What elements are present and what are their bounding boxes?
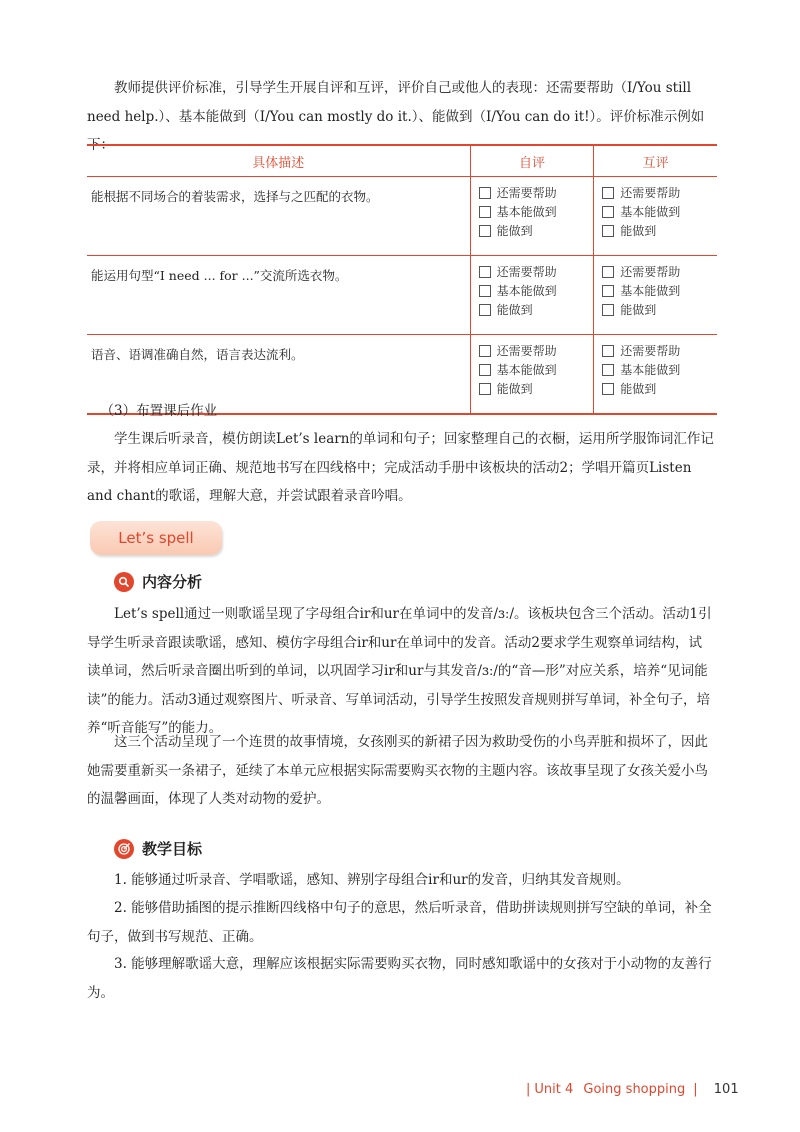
checkbox-icon[interactable]	[602, 285, 614, 297]
checkbox-icon[interactable]	[602, 206, 614, 218]
objective-item-2: 2. 能够借助插图的提示推断四线格中句子的意思，然后听录音，借助拼读规则拼写空缺的单词，补全句子，做到书写规范、正确。	[87, 900, 712, 945]
checkbox-option[interactable]	[602, 202, 717, 221]
checkbox-option[interactable]	[479, 281, 594, 300]
checkbox-option[interactable]	[479, 300, 594, 319]
checkbox-icon[interactable]	[479, 206, 491, 218]
checkbox-option[interactable]	[479, 183, 594, 202]
checkbox-icon[interactable]	[602, 364, 614, 376]
peer-eval-cell	[594, 177, 717, 256]
checkbox-icon[interactable]	[479, 225, 491, 237]
objective-item-3: 3. 能够理解歌谣大意，理解应该根据实际需要购买衣物，同时感知歌谣中的女孩对于小动物的友善行为。	[87, 956, 712, 1001]
checkbox-icon[interactable]	[602, 225, 614, 237]
peer-eval-cell	[594, 256, 717, 335]
checkbox-label: 基本能做到	[496, 363, 557, 377]
self-eval-cell	[470, 256, 594, 335]
checkbox-label: 能做到	[496, 382, 533, 396]
checkbox-option[interactable]	[479, 202, 594, 221]
checkbox-icon[interactable]	[479, 364, 491, 376]
content-analysis-p2: 这三个活动呈现了一个连贯的故事情境，女孩刚买的新裙子因为救助受伤的小鸟弄脏和损坏了，因此她需要重新买一条裙子，延续了本单元应根据实际需要购买衣物的主题内容。该故事呈现了女孩关爱小鸟的温馨画面，体现了人类对动物的爱护。	[87, 734, 708, 807]
checkbox-label: 还需要帮助	[496, 265, 557, 279]
checkbox-label: 能做到	[496, 224, 533, 238]
objective-item-1: 1. 能够通过听录音、学唱歌谣，感知、辨别字母组合ir和ur的发音，归纳其发音规则。	[114, 872, 630, 888]
checkbox-icon[interactable]	[602, 304, 614, 316]
lets-spell-label: Let’s spell	[90, 521, 222, 555]
page-footer: | Unit 4 Going shopping | 101	[526, 1082, 739, 1097]
checkbox-label: 还需要帮助	[620, 186, 681, 200]
row-description: 能根据不同场合的着装需求，选择与之匹配的衣物。	[87, 177, 470, 256]
footer-unit: Unit 4	[534, 1082, 574, 1097]
table-row	[87, 177, 717, 256]
self-eval-cell	[470, 177, 594, 256]
checkbox-option[interactable]	[479, 379, 594, 398]
checkbox-option[interactable]	[602, 300, 717, 319]
checkbox-label: 还需要帮助	[620, 344, 681, 358]
table-header-row	[87, 145, 717, 177]
checkbox-option[interactable]	[479, 221, 594, 240]
page-number: 101	[713, 1082, 739, 1097]
footer-title: Going shopping	[583, 1082, 686, 1097]
checkbox-icon[interactable]	[602, 187, 614, 199]
header-self-eval: 自评	[470, 145, 594, 177]
homework-text: 学生课后听录音，模仿朗读Let’s learn的单词和句子；回家整理自己的衣橱，运用所学服饰词汇作记录，并将相应单词正确、规范地书写在四线格中；完成活动手册中该板块的活动2；学唱开篇页Listen and chant的歌谣，理解大意，并尝试跟着录音吟唱。	[87, 431, 714, 504]
table-row	[87, 256, 717, 335]
target-icon	[114, 839, 134, 859]
checkbox-option[interactable]	[602, 281, 717, 300]
checkbox-option[interactable]	[602, 183, 717, 202]
checkbox-label: 能做到	[620, 224, 657, 238]
checkbox-option[interactable]	[602, 379, 717, 398]
checkbox-label: 还需要帮助	[496, 186, 557, 200]
checkbox-icon[interactable]	[479, 187, 491, 199]
checkbox-icon[interactable]	[479, 285, 491, 297]
evaluation-table	[87, 144, 717, 415]
checkbox-option[interactable]	[479, 341, 594, 360]
checkbox-label: 能做到	[496, 303, 533, 317]
content-analysis-p1: Let’s spell通过一则歌谣呈现了字母组合ir和ur在单词中的发音/ɜː/。该板块包含三个活动。活动1引导学生听录音跟读歌谣，感知、模仿字母组合ir和ur在单词中的发音。活动2要求学生观察单词结构，试读单词，然后听录音圈出听到的单词，以巩固学习ir和ur与其发音/ɜː/的“音—形”对应关系，培养“见词能读”的能力。活动3通过观察图片、听录音、写单词活动，引导学生按照发音规则拼写单词，补全句子，培养“听音能写”的能力。	[87, 606, 712, 736]
checkbox-icon[interactable]	[602, 345, 614, 357]
checkbox-label: 还需要帮助	[620, 265, 681, 279]
checkbox-label: 基本能做到	[620, 205, 681, 219]
checkbox-icon[interactable]	[602, 266, 614, 278]
magnifier-icon	[114, 572, 134, 592]
checkbox-icon[interactable]	[602, 383, 614, 395]
content-analysis-heading	[114, 571, 202, 592]
row-description: 能运用句型“I need ... for ...”交流所选衣物。	[87, 256, 470, 335]
checkbox-icon[interactable]	[479, 345, 491, 357]
objectives-title: 教学目标	[142, 840, 203, 858]
checkbox-label: 能做到	[620, 303, 657, 317]
checkbox-label: 还需要帮助	[496, 344, 557, 358]
checkbox-label: 基本能做到	[620, 284, 681, 298]
checkbox-label: 基本能做到	[496, 205, 557, 219]
objectives-heading	[114, 838, 202, 859]
checkbox-icon[interactable]	[479, 304, 491, 316]
intro-paragraph: 教师提供评价标准，引导学生开展自评和互评，评价自己或他人的表现：还需要帮助（I/You still need help.）、基本能做到（I/You can mostly do it.）、能做到（I/You can do it!）。评价标准示例如下：	[87, 80, 705, 153]
content-analysis-title: 内容分析	[142, 573, 203, 591]
checkbox-option[interactable]	[602, 262, 717, 281]
checkbox-option[interactable]	[479, 262, 594, 281]
checkbox-option[interactable]	[602, 360, 717, 379]
row-description: 语音、语调准确自然，语言表达流利。	[87, 335, 470, 415]
checkbox-icon[interactable]	[479, 383, 491, 395]
header-peer-eval: 互评	[594, 145, 717, 177]
checkbox-label: 能做到	[620, 382, 657, 396]
checkbox-option[interactable]	[602, 221, 717, 240]
checkbox-option[interactable]	[479, 360, 594, 379]
checkbox-label: 基本能做到	[620, 363, 681, 377]
checkbox-icon[interactable]	[479, 266, 491, 278]
checkbox-option[interactable]	[602, 341, 717, 360]
header-description: 具体描述	[87, 145, 470, 177]
homework-title: （3）布置课后作业	[100, 403, 218, 419]
checkbox-label: 基本能做到	[496, 284, 557, 298]
